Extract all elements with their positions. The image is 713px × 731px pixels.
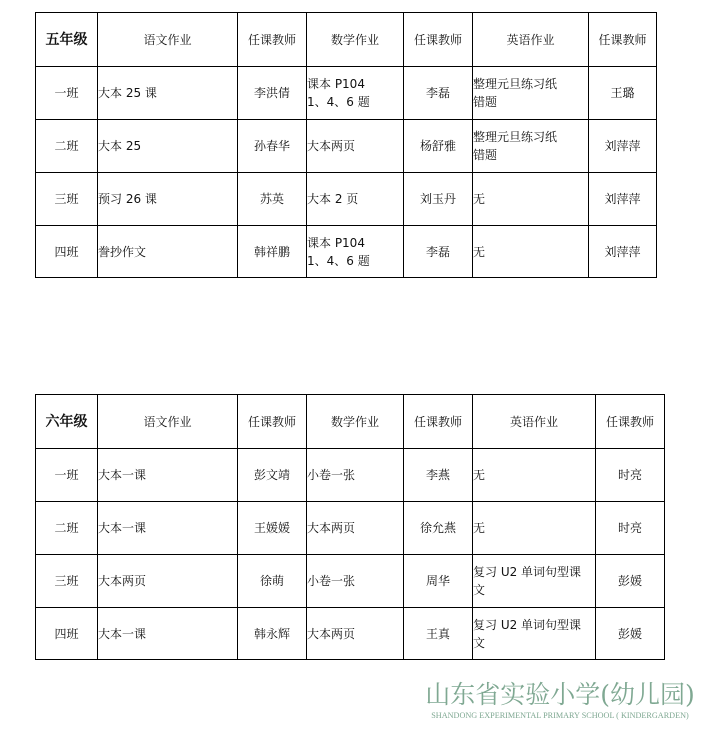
- math-homework-line: 课本 P104: [307, 235, 365, 250]
- english-homework: [473, 67, 589, 120]
- math-homework-line: 课本 P104: [307, 77, 365, 91]
- math-homework: 小卷一张: [307, 555, 404, 608]
- chinese-homework: 大本 25 课: [98, 67, 238, 120]
- english-homework: 无: [473, 502, 596, 555]
- header-chinese-homework: 语文作业: [98, 13, 238, 67]
- english-teacher: 刘萍萍: [589, 120, 657, 173]
- math-teacher: 杨舒雅: [404, 120, 473, 173]
- table-row: [36, 449, 665, 502]
- table-header-row: [36, 13, 657, 67]
- table-row: [36, 173, 657, 226]
- chinese-teacher: 孙春华: [238, 120, 307, 173]
- table-row: [36, 555, 665, 608]
- table-header-row: [36, 395, 665, 449]
- grade5-homework-table: [35, 12, 657, 278]
- math-homework-line: 1、4、6 题: [307, 95, 370, 109]
- chinese-homework: 大本 25: [98, 120, 238, 173]
- chinese-teacher: 徐萌: [238, 555, 307, 608]
- math-teacher: 李磊: [404, 67, 473, 120]
- header-teacher: 任课教师: [596, 395, 665, 449]
- english-homework: [473, 555, 596, 608]
- chinese-homework: 大本两页: [98, 555, 238, 608]
- chinese-teacher: 王媛媛: [238, 502, 307, 555]
- english-teacher: 时亮: [596, 449, 665, 502]
- header-teacher: 任课教师: [238, 13, 307, 67]
- math-teacher: 刘玉丹: [404, 173, 473, 226]
- chinese-teacher: 苏英: [238, 173, 307, 226]
- chinese-teacher: 李洪倩: [238, 67, 307, 120]
- math-homework: 大本两页: [307, 120, 404, 173]
- grade-label: 五年级: [36, 13, 98, 67]
- header-teacher: 任课教师: [238, 395, 307, 449]
- school-watermark: [414, 680, 706, 721]
- math-homework: 小卷一张: [307, 449, 404, 502]
- chinese-teacher: 韩祥鹏: [238, 226, 307, 278]
- header-chinese-homework: 语文作业: [98, 395, 238, 449]
- header-math-homework: 数学作业: [307, 395, 404, 449]
- chinese-homework: 大本一课: [98, 502, 238, 555]
- grade6-homework-table: [35, 394, 665, 660]
- math-teacher: 徐允燕: [404, 502, 473, 555]
- header-english-homework: 英语作业: [473, 395, 596, 449]
- header-english-homework: 英语作业: [473, 13, 589, 67]
- class-name: 二班: [36, 120, 98, 173]
- header-teacher: 任课教师: [404, 395, 473, 449]
- english-teacher: 彭媛: [596, 608, 665, 660]
- table-row: [36, 502, 665, 555]
- chinese-homework: 预习 26 课: [98, 173, 238, 226]
- english-homework-line: 错题: [473, 95, 498, 109]
- table-row: [36, 120, 657, 173]
- english-homework-line: 复习 U2 单词句型课: [473, 617, 582, 632]
- chinese-teacher: 彭文靖: [238, 449, 307, 502]
- english-homework-line: 错题: [473, 148, 498, 162]
- english-teacher: 刘萍萍: [589, 173, 657, 226]
- math-homework: 大本 2 页: [307, 173, 404, 226]
- math-teacher: 周华: [404, 555, 473, 608]
- english-homework: 无: [473, 226, 589, 278]
- school-name-chinese: 山东省实验小学(幼儿园): [425, 680, 695, 709]
- header-teacher: 任课教师: [589, 13, 657, 67]
- class-name: 四班: [36, 226, 98, 278]
- class-name: 四班: [36, 608, 98, 660]
- english-homework: 无: [473, 449, 596, 502]
- english-homework: [473, 608, 596, 660]
- english-teacher: 刘萍萍: [589, 226, 657, 278]
- english-homework-line: 整理元旦练习纸: [473, 77, 558, 91]
- english-homework-line: 文: [473, 583, 486, 597]
- chinese-homework: 大本一课: [98, 608, 238, 660]
- math-homework: 大本两页: [307, 502, 404, 555]
- math-homework: [307, 226, 404, 278]
- table-row: [36, 226, 657, 278]
- header-teacher: 任课教师: [404, 13, 473, 67]
- english-homework: 无: [473, 173, 589, 226]
- chinese-homework: 大本一课: [98, 449, 238, 502]
- math-teacher: 王真: [404, 608, 473, 660]
- math-teacher: 李磊: [404, 226, 473, 278]
- math-homework: 大本两页: [307, 608, 404, 660]
- class-name: 三班: [36, 555, 98, 608]
- school-name-english: SHANDONG EXPERIMENTAL PRIMARY SCHOOL ( KINDERGARDEN): [431, 711, 689, 720]
- chinese-teacher: 韩永辉: [238, 608, 307, 660]
- english-teacher: 王璐: [589, 67, 657, 120]
- table-row: [36, 608, 665, 660]
- grade-label: 六年级: [36, 395, 98, 449]
- english-homework: [473, 120, 589, 173]
- header-math-homework: 数学作业: [307, 13, 404, 67]
- chinese-homework: 誊抄作文: [98, 226, 238, 278]
- english-teacher: 时亮: [596, 502, 665, 555]
- class-name: 一班: [36, 67, 98, 120]
- english-teacher: 彭媛: [596, 555, 665, 608]
- math-teacher: 李燕: [404, 449, 473, 502]
- table-row: [36, 67, 657, 120]
- math-homework: [307, 67, 404, 120]
- class-name: 三班: [36, 173, 98, 226]
- math-homework-line: 1、4、6 题: [307, 253, 370, 268]
- class-name: 二班: [36, 502, 98, 555]
- class-name: 一班: [36, 449, 98, 502]
- english-homework-line: 文: [473, 635, 486, 650]
- english-homework-line: 整理元旦练习纸: [473, 130, 558, 144]
- english-homework-line: 复习 U2 单词句型课: [473, 565, 582, 579]
